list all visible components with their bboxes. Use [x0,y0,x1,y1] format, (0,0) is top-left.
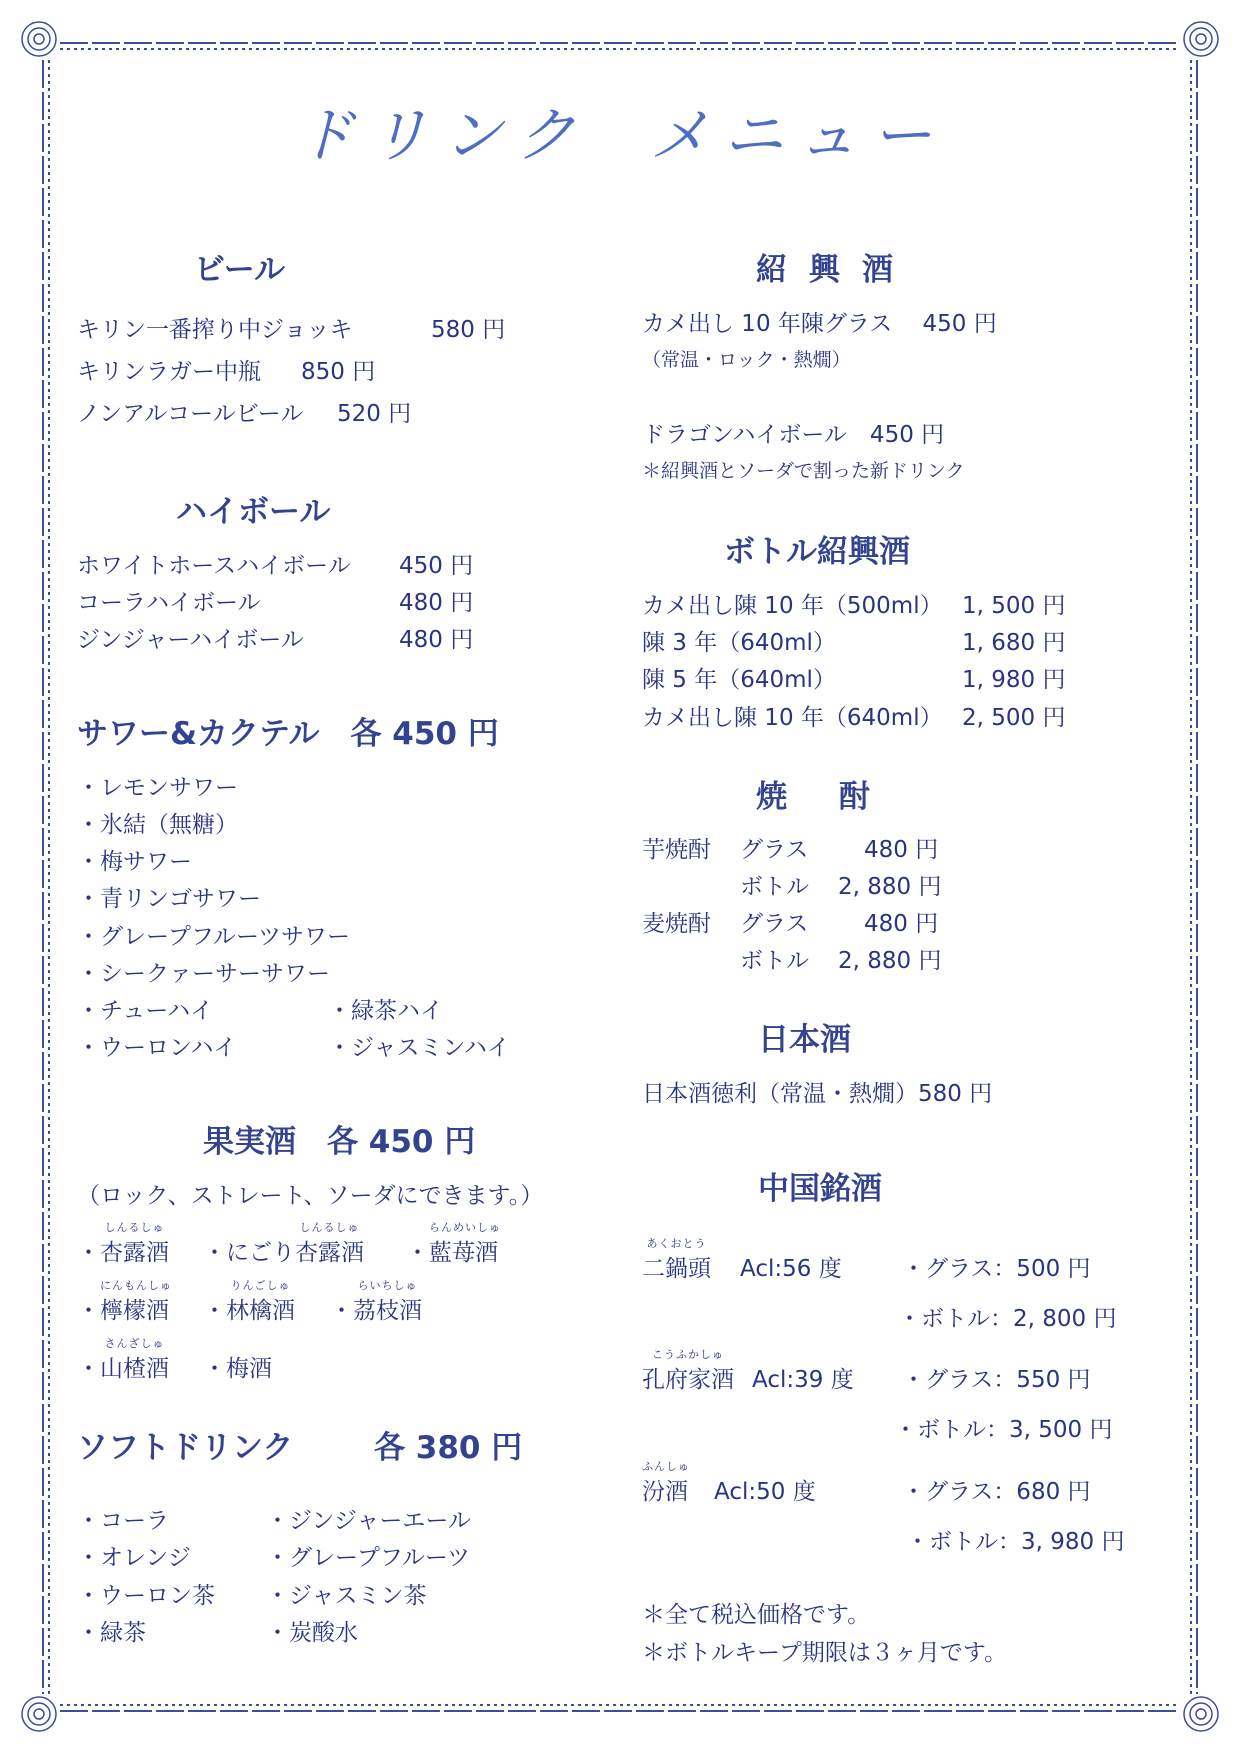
sour-item: ・ウーロンハイ [77,1035,237,1061]
soft-item: ・ジャスミン茶 [266,1583,427,1609]
shochu-size: ボトル [740,874,809,900]
ruby-text: ふんしゅ [642,1460,690,1473]
chinese-item-acl: Acl:56 度 [740,1256,842,1282]
bottle-item-name: カメ出し陳 10 年（640ml） [642,705,943,731]
fruit-item: ・にごり しんるしゅ 杏露酒 [203,1221,364,1266]
shochu-name: 麦焼酎 [642,911,711,937]
beer-item-name: ノンアルコールビール [77,401,304,427]
shochu-name: 芋焼酎 [642,837,711,863]
shochu-price: 480 円 [864,837,939,863]
highball-heading: ハイボール [176,494,331,530]
fruit-item: ・ らんめいしゅ 藍苺酒 [406,1221,501,1266]
sour-item: ・シークァーサーサワー [77,961,330,987]
sake-heading: 日本酒 [758,1022,851,1058]
shochu-price: 2, 880 円 [838,874,942,900]
highball-item-price: 450 円 [399,553,474,579]
chinese-item-bottle: ・ボトル：3, 500 円 [894,1417,1113,1443]
ruby-text: らんめいしゅ [429,1221,501,1234]
soft-item: ・ジンジャーエール [266,1508,471,1534]
ruby-text: さんざしゅ [104,1337,165,1350]
sour-item: ・レモンサワー [77,775,238,801]
fruit-item: ・ りんごしゅ 林檎酒 [203,1279,295,1324]
sour-item: ・梅サワー [77,849,192,875]
ruby-text: しんるしゅ [299,1221,360,1234]
highball-item-name: ホワイトホースハイボール [77,553,351,579]
chinese-item-acl: Acl:50 度 [714,1479,816,1505]
sour-item: ・氷結（無糖） [77,812,238,838]
chinese-item-bottle: ・ボトル：2, 800 円 [898,1306,1117,1332]
title-part1: ドリンク [294,101,590,171]
bottle-item-name: 陳 5 年（640ml） [642,667,836,693]
soft-item: ・ウーロン茶 [77,1583,215,1609]
bottle-item-name: カメ出し陳 10 年（500ml） [642,593,943,619]
soft-heading: ソフトドリンク [77,1430,294,1466]
shochu-size: グラス [740,837,809,863]
beer-item-name: キリン一番搾り中ジョッキ [77,317,353,343]
chinese-item-glass: ・グラス：500 円 [902,1256,1091,1282]
title-part2: メニュー [649,101,946,171]
bottle-heading: ボトル紹興酒 [724,534,910,570]
shaoxing-item: カメ出し 10 年陳グラス 450 円 [642,311,997,337]
bottle-item-price: 1, 500 円 [962,593,1066,619]
shaoxing-item-note: ＊紹興酒とソーダで割った新ドリンク [642,460,965,482]
sour-heading: サワー&カクテル 各 450 円 [77,716,499,752]
shochu-price: 480 円 [864,911,939,937]
footer-note: ＊ボトルキープ期限は３ヶ月です。 [642,1640,1008,1666]
bottle-item-price: 1, 680 円 [962,630,1066,656]
chinese-heading: 中国銘酒 [758,1171,882,1207]
sour-item: ・青リンゴサワー [77,886,261,912]
ruby-text: らいちしゅ [357,1279,418,1292]
shochu-price: 2, 880 円 [838,948,942,974]
ruby-text: こうふかしゅ [652,1348,724,1361]
chinese-item-glass: ・グラス：680 円 [902,1479,1091,1505]
shaoxing-item: ドラゴンハイボール 450 円 [642,422,945,448]
beer-item-price: 580 円 [431,317,506,343]
chinese-item-name: ふんしゅ 汾酒 [642,1460,690,1505]
chinese-item-name: あくおとう 二鍋頭 [642,1237,711,1282]
fruit-item: ・ にんもんしゅ 檸檬酒 [77,1279,172,1324]
beer-item-price: 850 円 [301,359,376,385]
ruby-text: しんるしゅ [104,1221,165,1234]
soft-item: ・コーラ [77,1508,169,1534]
fruit-heading: 果実酒 各 450 円 [203,1124,476,1160]
sake-item: 日本酒徳利（常温・熱燗）580 円 [642,1081,993,1107]
soft-item: ・グレープフルーツ [266,1545,471,1571]
footer-note: ＊全て税込価格です。 [642,1602,871,1628]
beer-item-price: 520 円 [337,401,412,427]
highball-item-name: ジンジャーハイボール [77,627,304,653]
fruit-item: ・ しんるしゅ 杏露酒 [77,1221,169,1266]
sour-item: ・グレープフルーツサワー [77,924,351,950]
chinese-item-acl: Acl:39 度 [752,1367,854,1393]
sour-item: ・緑茶ハイ [328,998,443,1024]
bottle-item-price: 1, 980 円 [962,667,1066,693]
beer-item-name: キリンラガー中瓶 [77,359,261,385]
page-title [0,88,1240,174]
fruit-item: ・梅酒 [203,1356,272,1382]
ruby-text: りんごしゅ [230,1279,291,1292]
fruit-item: ・ さんざしゅ 山楂酒 [77,1337,169,1382]
chinese-item-bottle: ・ボトル：3, 980 円 [906,1529,1125,1555]
fruit-note: （ロック、ストレート、ソーダにできます。） [77,1183,544,1209]
bottle-item-name: 陳 3 年（640ml） [642,630,836,656]
soft-item: ・緑茶 [77,1620,146,1646]
shochu-heading: 焼酎 [756,779,922,815]
sour-item: ・チューハイ [77,998,214,1024]
highball-item-price: 480 円 [399,627,474,653]
highball-item-price: 480 円 [399,590,474,616]
shaoxing-item-note: （常温・ロック・熱燗） [642,349,851,371]
bottle-item-price: 2, 500 円 [962,705,1066,731]
shaoxing-heading: 紹興酒 [756,252,915,288]
chinese-item-name: こうふかしゅ 孔府家酒 [642,1348,734,1393]
soft-price: 各 380 円 [374,1430,523,1466]
soft-item: ・炭酸水 [266,1620,358,1646]
beer-heading: ビール [194,252,286,288]
ruby-text: あくおとう [646,1237,707,1250]
shochu-size: ボトル [740,948,809,974]
shochu-size: グラス [740,911,809,937]
sour-item: ・ジャスミンハイ [328,1035,510,1061]
soft-item: ・オレンジ [77,1545,191,1571]
chinese-item-glass: ・グラス：550 円 [902,1367,1091,1393]
ruby-text: にんもんしゅ [100,1279,172,1292]
highball-item-name: コーラハイボール [77,590,261,616]
fruit-item: ・ らいちしゅ 茘枝酒 [330,1279,422,1324]
